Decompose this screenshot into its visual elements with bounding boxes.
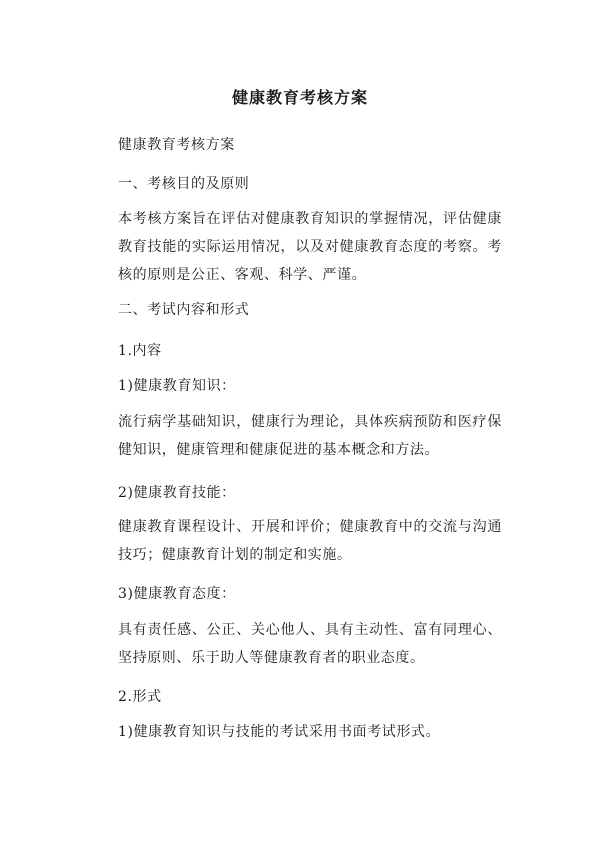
heading-knowledge: 1)健康教育知识： (118, 378, 236, 394)
paragraph-skills: 健康教育课程设计、开展和评价；健康教育中的交流与沟通技巧；健康教育计划的制定和实施。 (118, 519, 502, 563)
heading-content: 1.内容 (118, 343, 162, 359)
heading-section-2: 二、考试内容和形式 (118, 302, 250, 318)
paragraph-form: 1)健康教育知识与技能的考试采用书面考试形式。 (118, 724, 441, 740)
document-title: 健康教育考核方案 (231, 88, 368, 107)
paragraph-subtitle: 健康教育考核方案 (118, 137, 235, 153)
paragraph-knowledge: 流行病学基础知识，健康行为理论，具体疾病预防和医疗保健知识，健康管理和健康促进的基本概念和方法。 (118, 414, 502, 458)
heading-attitude: 3)健康教育态度： (118, 586, 236, 602)
paragraph-purpose: 本考核方案旨在评估对健康教育知识的掌握情况，评估健康教育技能的实际运用情况，以及对健康教育态度的考察。考核的原则是公正、客观、科学、严谨。 (118, 211, 502, 283)
paragraph-attitude: 具有责任感、公正、关心他人、具有主动性、富有同理心、坚持原则、乐于助人等健康教育者的职业态度。 (118, 622, 502, 666)
heading-form: 2.形式 (118, 689, 162, 705)
heading-skills: 2)健康教育技能： (118, 485, 236, 501)
heading-section-1: 一、考核目的及原则 (118, 176, 250, 192)
